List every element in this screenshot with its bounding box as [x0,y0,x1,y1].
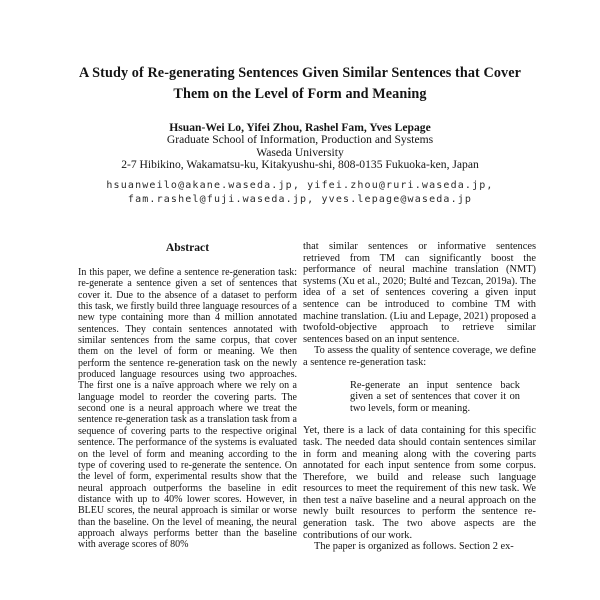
paper-title-line-2: Them on the Level of Form and Meaning [173,86,427,102]
author-emails-line-2: fam.rashel@fuji.waseda.jp, yves.lepage@waseda.jp [127,194,473,206]
intro-paragraph-organization: The paper is organized as follows. Section 2 ex- [314,541,514,553]
affiliation-address: 2-7 Hibikino, Wakamatsu-ku, Kitakyushu-shi, 808-0135 Fukuoka-ken, Japan [121,158,479,172]
author-emails [0,179,600,208]
left-column [78,241,297,551]
right-column [303,241,536,553]
task-definition-quote: Re-generate an input sentence back given a set of sentences that cover it on two levels, form or meaning. [350,379,520,414]
abstract-text: In this paper, we define a sentence re-generation task: re-generate a sentence given a set of sentences that cover it. Due to the absence of a dataset to perform this task, we firstly build three language resources of a new type containing more than 4 million annotated sentences. They contain sentences annotated with similar sentences from the same corpus, that cover them on the level of form or meaning. We then perform the sentence re-generation task on the newly produced language resources using two approaches. The first one is a naïve approach where we rely on a language model to reorder the covering parts. The second one is a neural approach where we treat the sentence re-generation task as a translation task from a sequence of covering parts to the respective original sentence. The performance of the systems is evaluated on the level of form and meaning according to the type of covering used to re-generate the sentence. On the level of form, experimental results show that the neural approach outperforms the baseline in edit distance with up to 40% lower scores. However, in BLEU scores, the neural approach is similar or worse than the baseline. On the level of meaning, the neural approach always performs better than the baseline with average scores of 80% [78,267,297,551]
paper-title-line-1: A Study of Re-generating Sentences Given Similar Sentences that Cover [78,65,522,81]
author-emails-line-1: hsuanweilo@akane.waseda.jp, yifei.zhou@ruri.waseda.jp, [106,179,494,191]
affiliation-department: Graduate School of Information, Production and Systems [166,133,434,146]
intro-paragraph-contributions: Yet, there is a lack of data containing for this specific task. The needed data should contain sentences similar in form and meaning along with the covering parts annotated for each input sentence from some corpus. Therefore, we build and release such language resources to meet the requirement of this new task. We then test a naïve baseline and a neural approach on the newly built resources to perform the sentence re-generation task. The two above aspects are the contributions of our work. [303,425,536,541]
affiliation-university: Waseda University [256,145,344,159]
intro-paragraph-task-definition: To assess the quality of sentence coverage, we define a sentence re-generation task: [303,345,536,368]
abstract-heading: Abstract [165,241,210,254]
intro-paragraph-continuation: that similar sentences or informative sentences retrieved from TM can significantly boost the performance of neural machine translation (NMT) systems (Xu et al., 2020; Bulté and Tezcan, 2019a). The idea of a set of sentences covering a given input sentence can be introduced to combine TM with machine translation. (Liu and Lepage, 2021) proposed a twofold-objective approach to retrieve similar sentences based on an input sentence. [303,241,536,345]
paper-header [0,63,600,208]
author-names: Hsuan-Wei Lo, Yifei Zhou, Rashel Fam, Yves Lepage [169,121,431,134]
